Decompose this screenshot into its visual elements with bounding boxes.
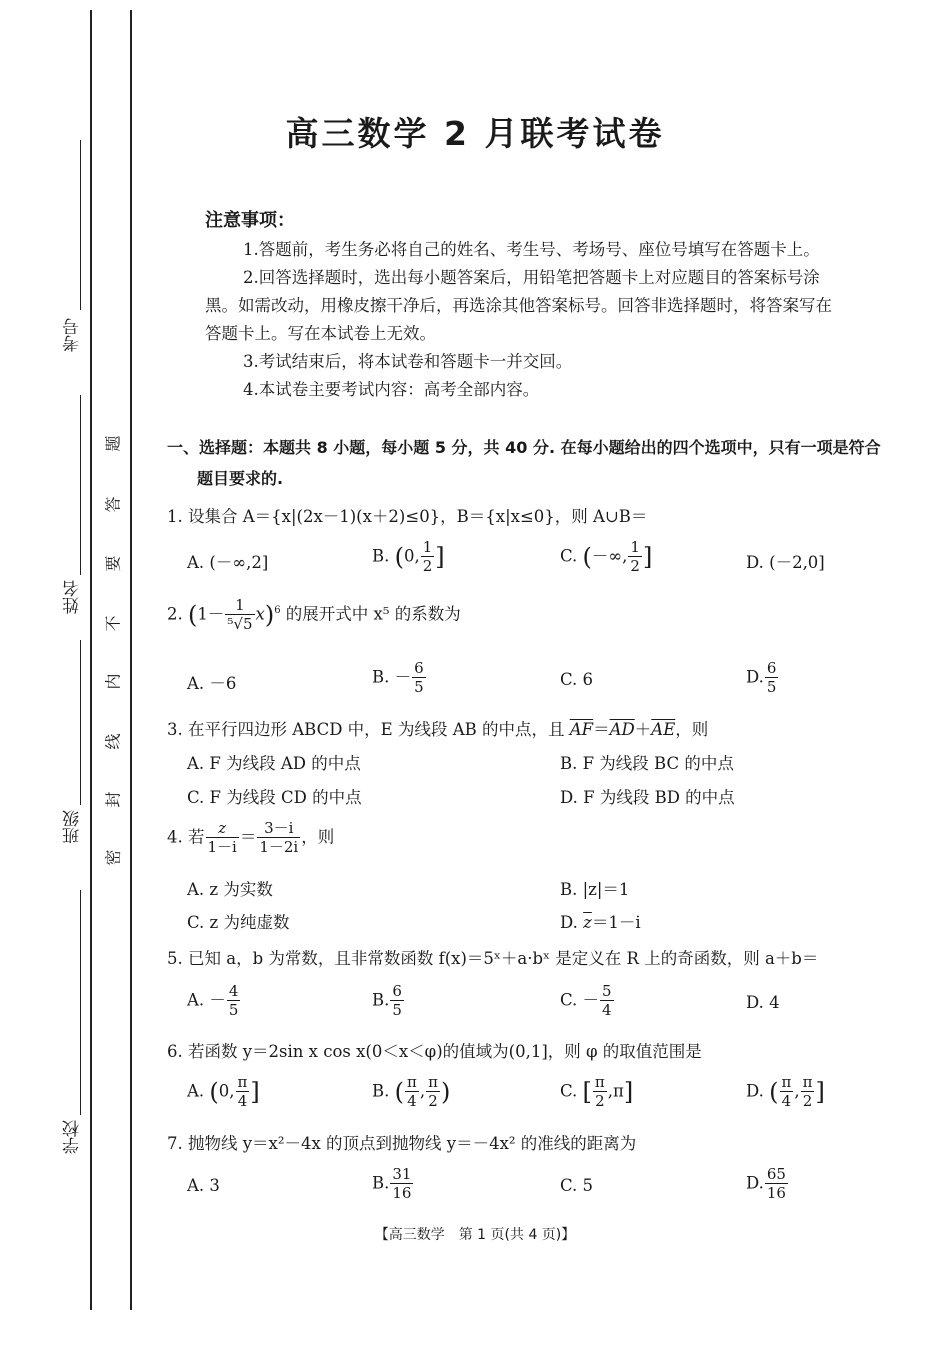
note-item — [205, 320, 895, 349]
q1-option-d: D. (－2,0] — [746, 553, 825, 572]
fraction — [236, 1074, 250, 1110]
stem-text: ，则 — [675, 720, 709, 739]
q7-option-b — [372, 1166, 414, 1202]
q6-option-c — [560, 1074, 633, 1110]
numerator: 3－i — [264, 819, 294, 837]
numerator: 6 — [414, 659, 424, 677]
q5-option-c — [560, 983, 615, 1019]
denominator: 16 — [392, 1184, 412, 1202]
bracket: ] — [815, 1078, 825, 1106]
vector-ae: $\overline{AE}$ — [651, 720, 676, 739]
note-text: 2.回答选择题时，选出每小题答案后，用铅笔把答题卡上对应题目的答案标号涂 — [243, 268, 820, 287]
option-letter: B. — [372, 546, 390, 566]
question-2-stem — [167, 597, 461, 633]
option-letter: A. － — [187, 990, 226, 1010]
stem-text: ，则 — [301, 827, 335, 847]
school-label: 学校 — [62, 1120, 83, 1154]
question-5-stem: 5. 已知 a，b 为常数，且非常数函数 f(x)＝5ˣ＋a·bˣ 是定义在 R 上的奇函数，则 a＋b＝ — [167, 949, 819, 968]
q3-option-d: D. F 为线段 BD 的中点 — [560, 788, 735, 807]
q5-option-a — [187, 983, 241, 1019]
seal-char: 不 — [103, 615, 123, 632]
option-letter: C. — [560, 546, 578, 566]
denominator: 2 — [630, 557, 640, 575]
denominator: 5 — [766, 678, 777, 696]
q6-option-a — [187, 1074, 260, 1110]
class-field — [58, 810, 86, 844]
seal-char: 内 — [103, 673, 123, 690]
fraction — [765, 1166, 788, 1202]
denominator: 2 — [593, 1091, 607, 1110]
denominator: 16 — [766, 1184, 786, 1202]
comma: , — [794, 1081, 800, 1101]
operator: ＝ — [593, 720, 610, 739]
bracket: ] — [642, 543, 653, 571]
fraction — [765, 660, 779, 696]
binding-line-inner — [130, 10, 132, 1310]
q7-option-d — [746, 1166, 789, 1202]
option-letter: C. － — [560, 990, 600, 1010]
bracket: ] — [435, 543, 445, 571]
bracket: ] — [250, 1078, 260, 1106]
operator: ＝ — [239, 827, 257, 847]
numerator: π — [428, 1073, 438, 1091]
stem-text: 的展开式中 x⁵ 的系数为 — [280, 604, 461, 624]
vector-af: $\overline{AF}$ — [569, 720, 594, 739]
note-text: 黑。如需改动，用橡皮擦干净后，再选涂其他答案标号。回答非选择题时，将答案写在 — [205, 296, 832, 315]
question-number: 2. — [167, 604, 183, 624]
notes-heading: 注意事项： — [205, 210, 295, 231]
q1-option-c — [560, 539, 652, 575]
term: 1－ — [197, 604, 225, 624]
q5-option-d: D. 4 — [746, 993, 780, 1012]
seal-char: 密 — [103, 849, 123, 866]
option-letter: B. — [372, 1173, 390, 1193]
q2-option-c: C. 6 — [560, 670, 594, 689]
q2-option-b — [372, 660, 427, 696]
numerator: 5 — [602, 982, 612, 1000]
denominator: 4 — [236, 1091, 250, 1110]
option-text: ＝1－i — [591, 913, 641, 932]
exam-number-field — [58, 318, 86, 352]
stem-text: 4. 若 — [167, 827, 205, 847]
note-item — [205, 376, 895, 405]
fraction — [412, 660, 426, 696]
option-letter: D. — [746, 1081, 764, 1101]
fraction — [628, 539, 642, 575]
option-letter: D. — [746, 1173, 764, 1193]
section-heading-line: 一、选择题：本题共 8 小题，每小题 5 分，共 40 分. 在每小题给出的四个选项中，只有一项是符合 — [167, 438, 881, 457]
note-text: 4.本试卷主要考试内容：高考全部内容。 — [243, 380, 540, 399]
bracket: [ — [582, 1078, 592, 1106]
class-line — [80, 640, 81, 805]
fraction — [390, 1166, 413, 1202]
fraction — [206, 820, 239, 856]
numerator: 6 — [392, 982, 402, 1000]
bracket: ( — [582, 543, 592, 571]
q3-option-a: A. F 为线段 AD 的中点 — [187, 754, 361, 773]
q1-option-b — [372, 539, 445, 575]
numerator: 1 — [235, 596, 245, 614]
exam-number-line — [80, 140, 81, 310]
interval-left: 0, — [218, 1081, 235, 1101]
q7-option-a: A. 3 — [187, 1176, 220, 1195]
conjugate-z: $\overline{z}$ — [583, 913, 592, 932]
numerator: π — [802, 1073, 813, 1091]
denominator: 4 — [602, 1001, 612, 1019]
option-letter: D. — [746, 667, 764, 687]
school-line — [80, 890, 81, 1115]
numerator: 1 — [422, 538, 433, 556]
bracket: ) — [440, 1078, 451, 1106]
vector-ad: $\overline{AD}$ — [609, 720, 635, 739]
denominator: 5 — [392, 1001, 402, 1019]
q5-option-b — [372, 983, 405, 1019]
option-letter: D. — [560, 913, 584, 932]
q4-option-a: A. z 为实数 — [187, 880, 273, 899]
note-text: 1.答题前，考生务必将自己的姓名、考生号、考场号、座位号填写在答题卡上。 — [243, 240, 820, 259]
section-heading-line: 题目要求的. — [197, 469, 284, 488]
numerator: π — [407, 1073, 417, 1091]
fraction — [390, 983, 404, 1019]
note-item — [205, 292, 895, 321]
bracket: ( — [394, 1078, 404, 1106]
numerator: π — [594, 1073, 605, 1091]
denominator: 2 — [422, 557, 433, 575]
stem-text: 3. 在平行四边形 ABCD 中，E 为线段 AB 的中点，且 — [167, 720, 570, 739]
exam-title: 高三数学 2 月联考试卷 — [285, 114, 665, 153]
fraction — [421, 539, 435, 575]
numerator: π — [237, 1073, 248, 1091]
school-field — [58, 1120, 86, 1154]
option-letter: A. — [187, 1081, 205, 1101]
numerator: π — [781, 1073, 792, 1091]
option-letter: B. — [372, 1081, 390, 1101]
name-field — [58, 580, 86, 614]
exam-number-label: 考号 — [62, 318, 83, 352]
note-item — [205, 348, 895, 377]
exponent: 6 — [274, 605, 281, 616]
denominator: ⁵√5 — [227, 615, 253, 633]
bracket: ( — [209, 1078, 219, 1106]
q4-option-b: B. |z|＝1 — [560, 880, 630, 899]
fraction — [227, 983, 241, 1019]
q6-option-d — [746, 1074, 825, 1110]
interval-left: 0, — [404, 546, 420, 566]
numerator: 65 — [766, 1165, 786, 1183]
seal-char: 题 — [103, 435, 123, 452]
question-1-stem: 1. 设集合 A＝{x|(2x－1)(x＋2)≤0}，B＝{x|x≤0}，则 A∪B＝ — [167, 507, 648, 526]
variable: x — [255, 604, 265, 624]
note-item — [205, 264, 895, 293]
denominator: 4 — [780, 1091, 794, 1110]
fraction — [801, 1074, 815, 1110]
fraction — [405, 1074, 419, 1110]
paren: ( — [188, 601, 198, 629]
numerator: 31 — [392, 1165, 412, 1183]
fraction — [600, 983, 614, 1019]
class-label: 班级 — [62, 810, 83, 844]
q3-option-b: B. F 为线段 BC 的中点 — [560, 754, 734, 773]
option-letter: B. — [372, 990, 390, 1010]
seal-char: 要 — [103, 555, 123, 572]
page-footer: 【高三数学 第 1 页(共 4 页)】 — [374, 1227, 576, 1243]
numerator: 4 — [228, 982, 239, 1000]
fraction — [593, 1074, 607, 1110]
denominator: 1－2i — [259, 838, 299, 856]
q2-option-d — [746, 660, 779, 696]
note-text: 3.考试结束后，将本试卷和答题卡一并交回。 — [243, 352, 573, 371]
name-line — [80, 395, 81, 575]
seal-char: 线 — [103, 733, 123, 750]
bracket: ] — [623, 1078, 634, 1106]
q2-option-a: A. －6 — [187, 674, 237, 693]
q4-option-d — [560, 909, 641, 933]
comma: , — [419, 1081, 426, 1101]
question-7-stem: 7. 抛物线 y＝x²－4x 的顶点到抛物线 y＝－4x² 的准线的距离为 — [167, 1134, 637, 1153]
numerator: 6 — [766, 659, 777, 677]
fraction — [780, 1074, 794, 1110]
section-heading — [167, 432, 927, 494]
denominator: 1－i — [207, 838, 237, 856]
fraction — [257, 820, 300, 856]
interval-right: ,π — [607, 1081, 624, 1101]
q3-option-c: C. F 为线段 CD 的中点 — [187, 788, 362, 807]
note-text: 答题卡上。写在本试卷上无效。 — [205, 324, 436, 343]
question-6-stem: 6. 若函数 y＝2sin x cos x(0＜x＜φ)的值域为(0,1]，则 φ 的取值范围是 — [167, 1042, 702, 1061]
name-label: 姓名 — [62, 580, 83, 614]
denominator: 2 — [426, 1091, 440, 1110]
seal-char: 封 — [103, 791, 123, 808]
q4-option-c: C. z 为纯虚数 — [187, 913, 290, 932]
fraction — [225, 597, 254, 633]
denominator: 5 — [414, 678, 424, 696]
question-3-stem — [167, 716, 708, 740]
numerator: z — [218, 819, 227, 837]
numerator: 1 — [630, 538, 640, 556]
option-letter: B. － — [372, 667, 412, 687]
denominator: 4 — [405, 1091, 419, 1110]
option-letter: C. — [560, 1081, 578, 1101]
question-4-stem — [167, 820, 334, 856]
note-item — [205, 236, 895, 265]
seal-char: 答 — [103, 496, 123, 513]
bracket: ( — [394, 543, 404, 571]
q1-option-a: A. (－∞,2] — [187, 553, 269, 572]
paren: ) — [264, 601, 275, 629]
operator: ＋ — [634, 720, 652, 739]
q7-option-c: C. 5 — [560, 1176, 594, 1195]
denominator: 5 — [228, 1001, 239, 1019]
denominator: 2 — [801, 1091, 815, 1110]
q6-option-b — [372, 1074, 450, 1110]
fraction — [426, 1074, 440, 1110]
binding-line-outer — [90, 10, 92, 1310]
bracket: ( — [769, 1078, 779, 1106]
interval-left: －∞, — [591, 546, 628, 566]
